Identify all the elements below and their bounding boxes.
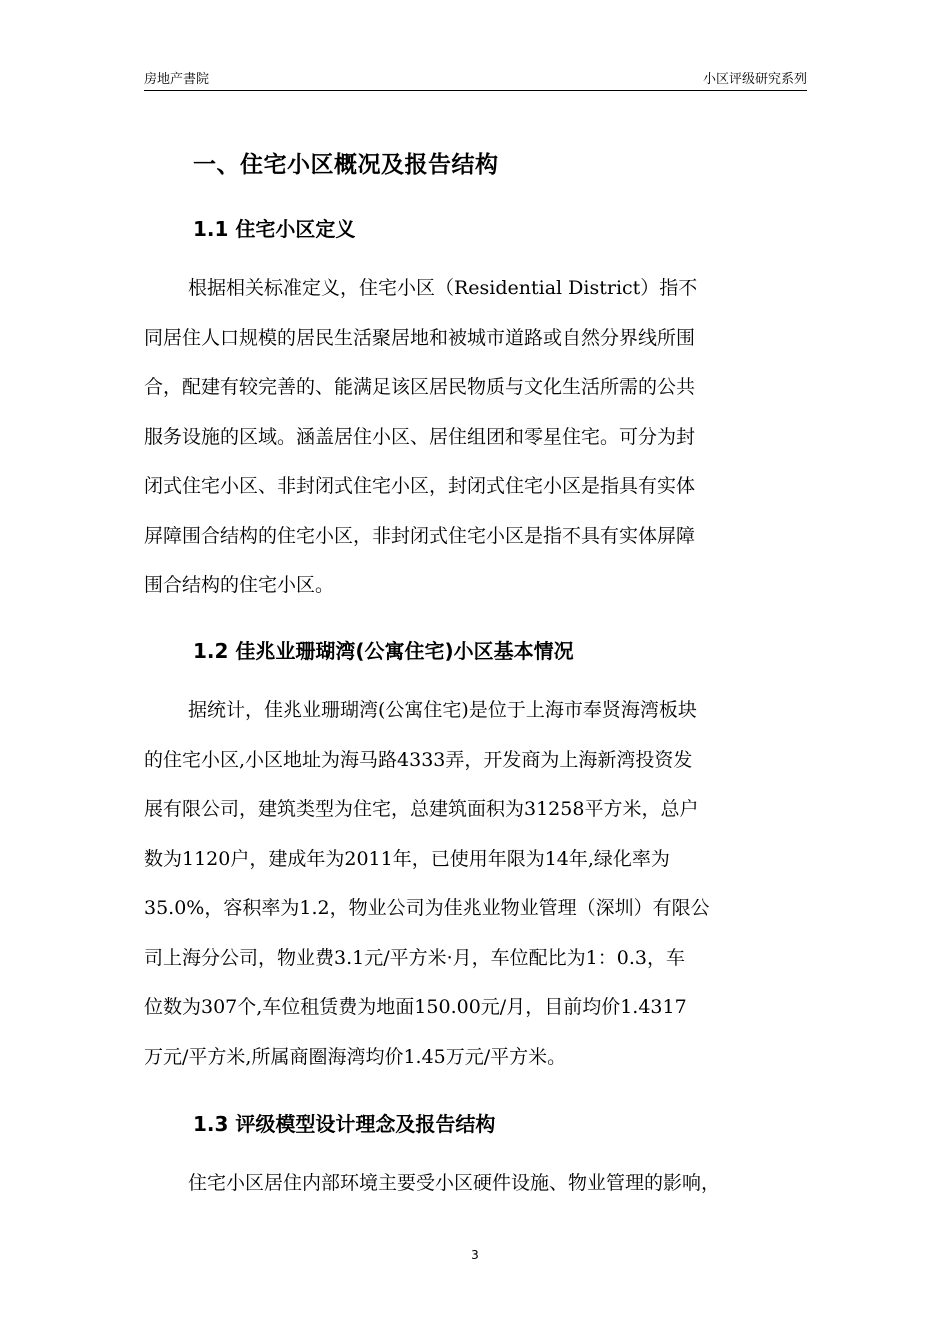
paragraph-line: 司上海分公司，物业费3.1元/平方米·月，车位配比为1：0.3，车 — [144, 946, 685, 969]
header-right-text: 小区评级研究系列 — [702, 72, 807, 87]
paragraph-line: 屏障围合结构的住宅小区，非封闭式住宅小区是指不具有实体屏障 — [144, 524, 696, 547]
paragraph-line: 据统计，佳兆业珊瑚湾(公寓住宅)是位于上海市奉贤海湾板块 — [188, 699, 697, 721]
paragraph-line: 位数为307个,车位租赁费为地面150.00元/月，目前均价1.4317 — [144, 996, 687, 1018]
page-number: 3 — [471, 1248, 479, 1262]
heading-1-3: 1.3 评级模型设计理念及报告结构 — [193, 1112, 496, 1136]
heading-1-2: 1.2 佳兆业珊瑚湾(公寓住宅)小区基本情况 — [193, 639, 574, 663]
paragraph-line: 闭式住宅小区、非封闭式住宅小区，封闭式住宅小区是指具有实体 — [144, 475, 696, 497]
paragraph-basic-info — [144, 686, 808, 1082]
page-header — [144, 64, 807, 91]
paragraph-line: 数为1120户，建成年为2011年，已使用年限为14年,绿化率为 — [144, 847, 670, 870]
paragraph-model-design — [144, 1159, 808, 1209]
paragraph-definition — [144, 264, 808, 611]
heading-1-1: 1.1 住宅小区定义 — [193, 217, 356, 241]
paragraph-line: 服务设施的区域。涵盖居住小区、居住组团和零星住宅。可分为封 — [144, 425, 696, 448]
paragraph-line: 住宅小区居住内部环境主要受小区硬件设施、物业管理的影响， — [188, 1172, 721, 1194]
paragraph-line: 围合结构的住宅小区。 — [144, 574, 335, 596]
header-left-text: 房地产書院 — [144, 72, 210, 87]
section-title: 一、住宅小区概况及报告结构 — [193, 152, 499, 178]
paragraph-line: 同居住人口规模的居民生活聚居地和被城市道路或自然分界线所围 — [144, 326, 696, 349]
paragraph-line: 合，配建有较完善的、能满足该区居民物质与文化生活所需的公共 — [144, 376, 696, 398]
paragraph-line: 35.0%，容积率为1.2，物业公司为佳兆业物业管理（深圳）有限公 — [144, 897, 710, 919]
paragraph-line: 展有限公司，建筑类型为住宅，总建筑面积为31258平方米，总户 — [144, 798, 699, 820]
paragraph-line: 的住宅小区,小区地址为海马路4333弄，开发商为上海新湾投资发 — [144, 748, 693, 771]
paragraph-line: 根据相关标准定义，住宅小区（Residential District）指不 — [188, 277, 698, 299]
paragraph-line: 万元/平方米,所属商圈海湾均价1.45万元/平方米。 — [144, 1045, 567, 1068]
